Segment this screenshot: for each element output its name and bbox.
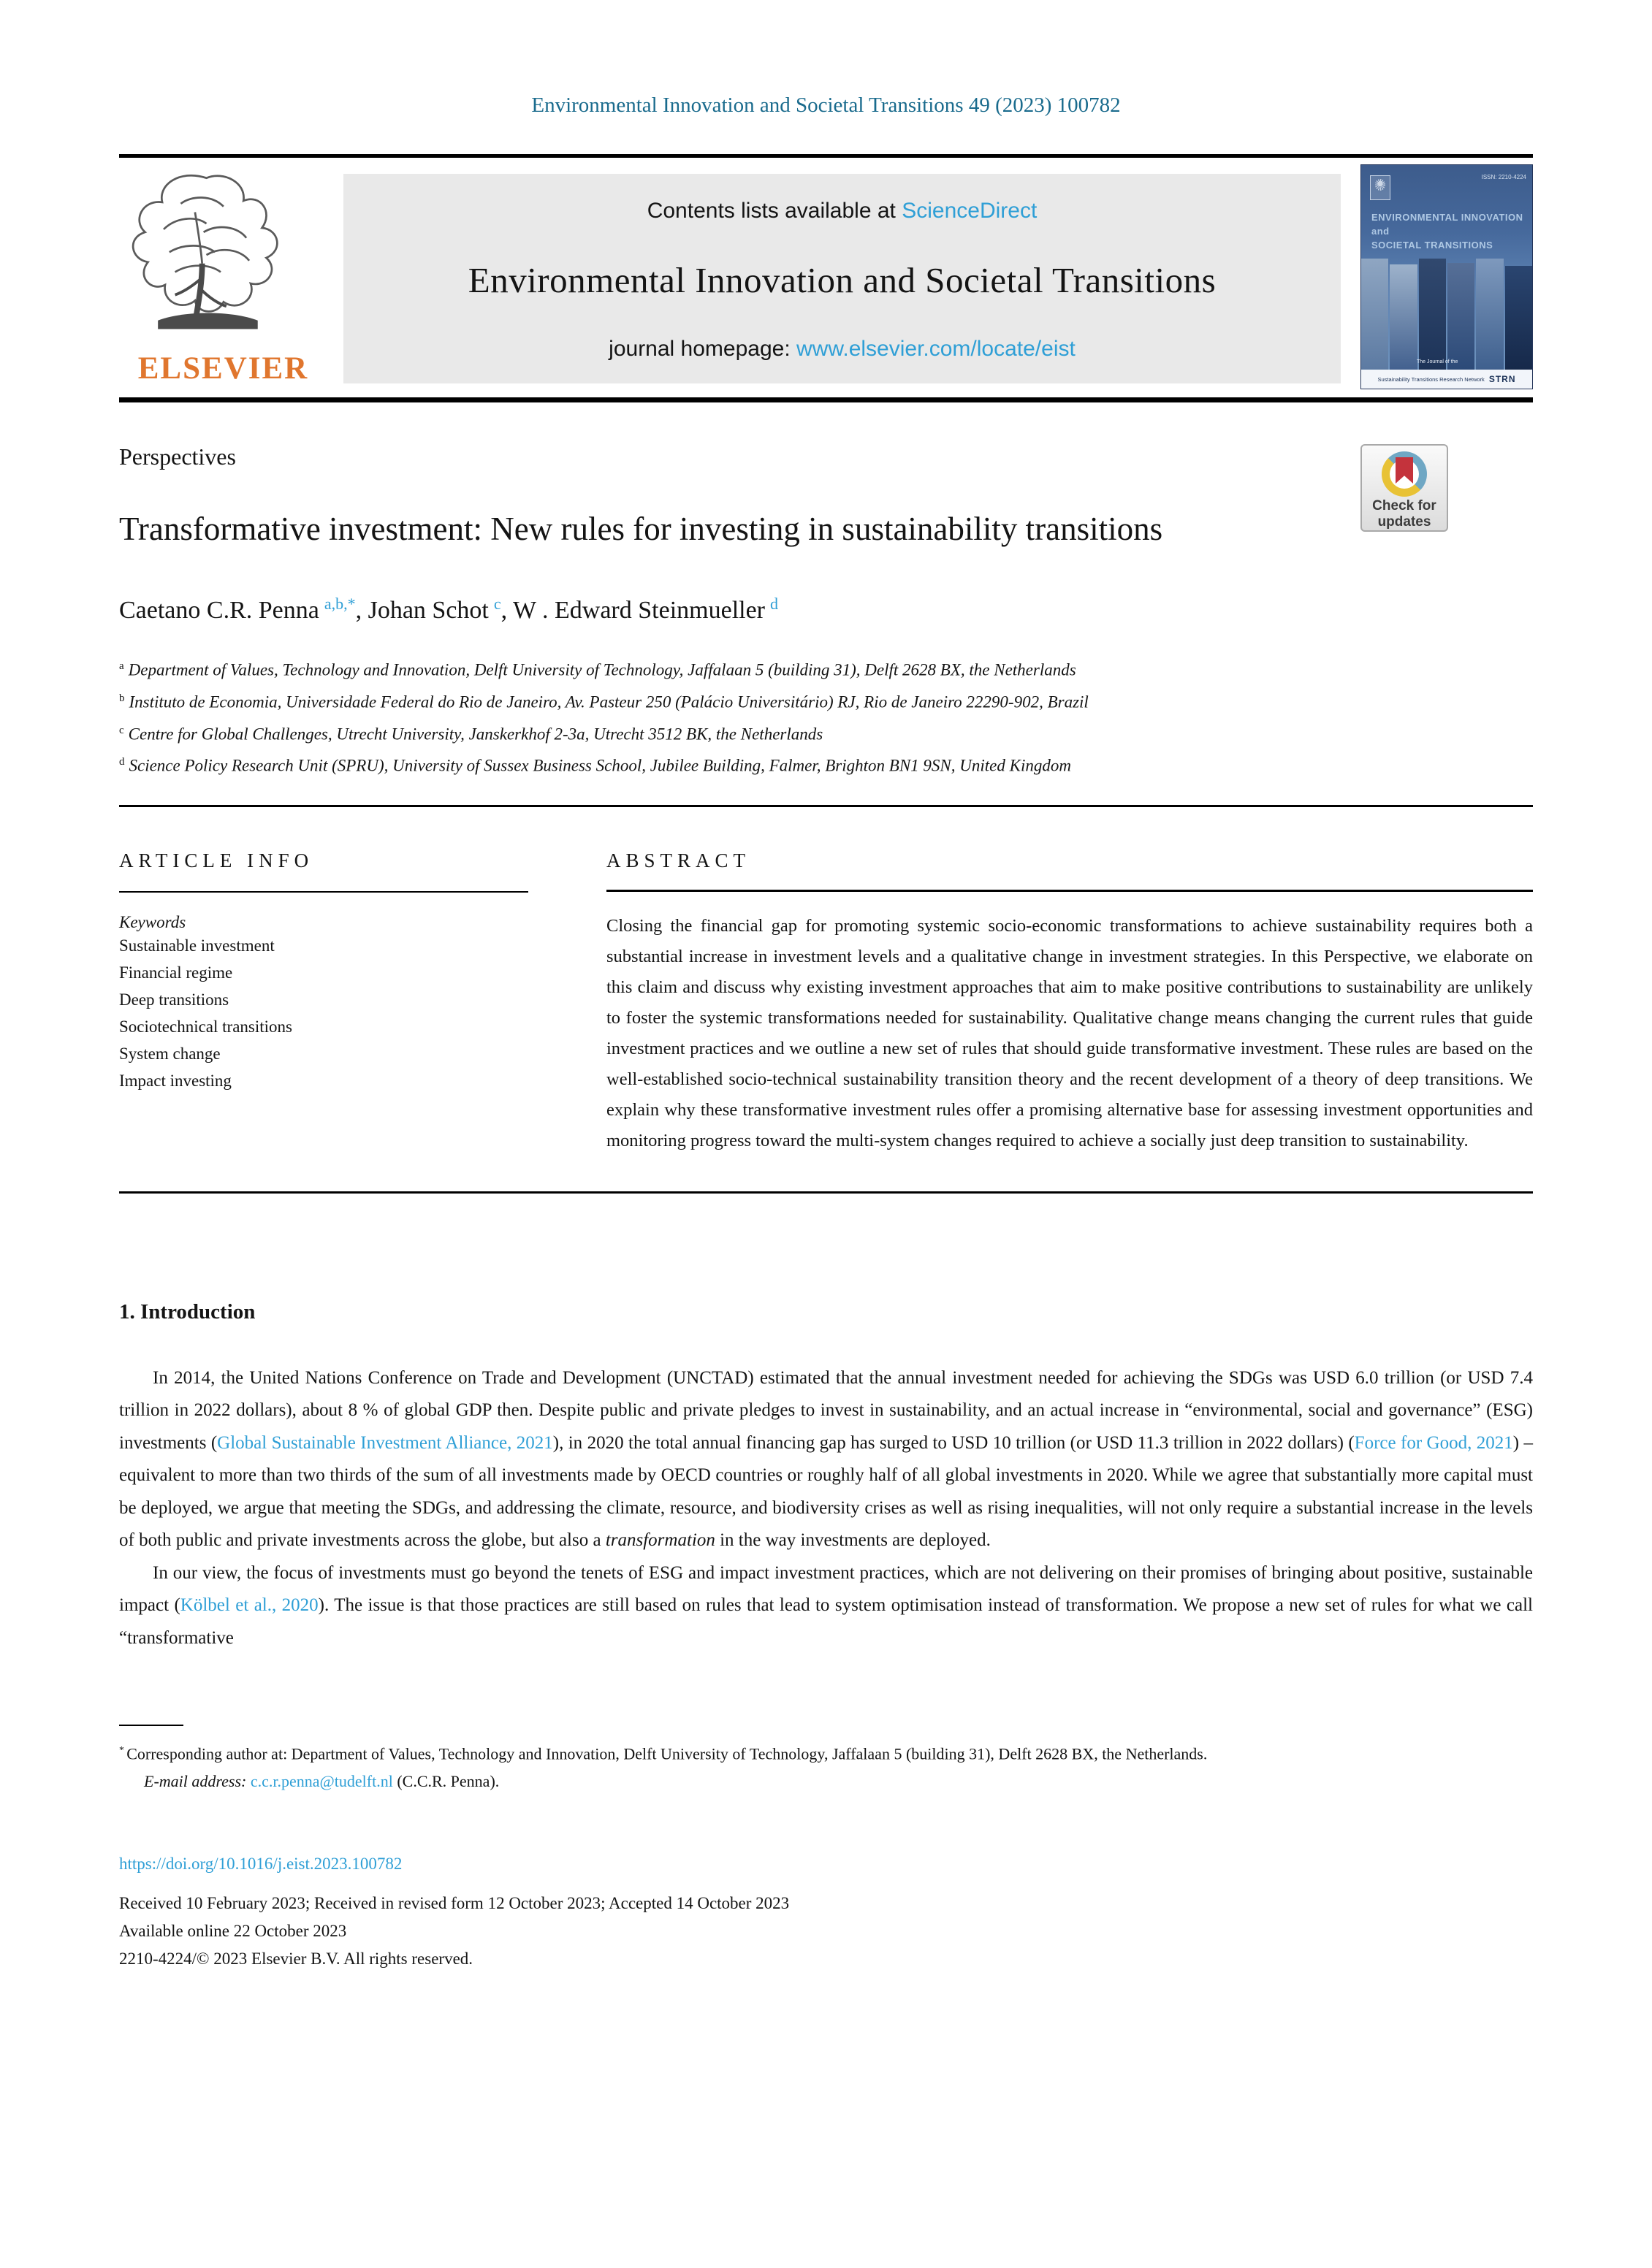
article-info-underline bbox=[119, 891, 528, 893]
doi-link[interactable]: https://doi.org/10.1016/j.eist.2023.100782 bbox=[119, 1854, 403, 1873]
crossmark-icon bbox=[1382, 451, 1427, 497]
check-for-updates-badge[interactable] bbox=[1360, 444, 1448, 532]
section-label: Perspectives bbox=[119, 443, 236, 470]
author-2-affil-marks[interactable]: c bbox=[493, 595, 501, 613]
article-footer bbox=[119, 1850, 1533, 1973]
article-info-column bbox=[119, 849, 528, 1156]
journal-cover-thumbnail[interactable] bbox=[1360, 164, 1533, 389]
footnote-rule bbox=[119, 1725, 183, 1726]
contents-line: Contents lists available at ScienceDirect bbox=[647, 199, 1038, 223]
affiliations bbox=[119, 652, 1533, 780]
author-3: W . Edward Steinmueller $^d$ bbox=[513, 595, 778, 625]
corresponding-author-footnote bbox=[119, 1736, 1533, 1794]
elsevier-tree-icon bbox=[121, 169, 292, 343]
keyword: Sociotechnical transitions bbox=[119, 1017, 292, 1036]
keyword: Impact investing bbox=[119, 1071, 232, 1090]
homepage-line: journal homepage: www.elsevier.com/locate/eist bbox=[609, 337, 1076, 361]
journal-banner bbox=[343, 174, 1341, 383]
cover-network-name: Sustainability Transitions Research Network bbox=[1377, 375, 1485, 383]
cover-issn: ISSN: 2210-4224 bbox=[1481, 174, 1526, 180]
cover-elsevier-mark-icon bbox=[1370, 175, 1390, 200]
author-2: Johan Schot $^c$, bbox=[368, 595, 514, 625]
cover-journal-of-text: The Journal of the bbox=[1417, 359, 1458, 364]
info-bottom-rule bbox=[119, 1191, 1533, 1194]
received-dates: Received 10 February 2023; Received in revised form 12 October 2023; Accepted 14 October 2023 bbox=[119, 1893, 790, 1912]
affiliation-b: $^b$ Instituto de Economia, Universidade Federal do Rio de Janeiro, Av. Pasteur 250 (Palácio Universitário) RJ, Rio de Janeiro 22290-902, Brazil bbox=[119, 692, 1089, 711]
affiliation-c: $^c$ Centre for Global Challenges, Utrecht University, Janskerkhof 2-3a, Utrecht 3512 BK, the Netherlands bbox=[119, 724, 823, 744]
journal-header bbox=[119, 174, 1533, 386]
abstract-heading: ABSTRACT bbox=[606, 849, 751, 871]
intro-paragraph-1: In 2014, the United Nations Conference on Trade and Development (UNCTAD) estimated that the annual investment needed for achieving the SDGs was USD 6.0 trillion (or USD 7.4 trillion in 2022 dollars), about 8 % of global GDP then. Despite public and private pledges to invest in sustainability, and an actual increase in “environmental, social and governance” (ESG) investments (Global Sustainable Investment Alliance, 2021), in 2020 the total annual financing gap has surged to USD 10 trillion (or USD 11.3 trillion in 2022 dollars) (Force for Good, 2021) – equivalent to more than two thirds of the sum of all investments made by OECD countries or roughly half of all global investments in 2020. While we agree that substantially more capital must be deployed, we argue that meeting the SDGs, and addressing the climate, resource, and biodiversity crises as well as rising inequalities, will not only require a substantial increase in the levels of both public and private investments across the globe, but also a transformation in the way investments are deployed. bbox=[119, 1367, 1534, 1551]
author-3-affil-marks[interactable]: d bbox=[770, 595, 778, 613]
badge-label: Check for updates bbox=[1372, 498, 1436, 530]
keyword: Deep transitions bbox=[119, 990, 229, 1009]
journal-citation: Environmental Innovation and Societal Transitions 49 (2023) 100782 bbox=[531, 93, 1121, 117]
abstract-text: Closing the financial gap for promoting systemic socio-economic transformations to achieve sustainability requires both a substantial increase in investment levels and a qualitative change in investment strategies. In this Perspective, we elaborate on this claim and discuss why existing investment approaches that aim to make positive contributions to sustainability are unlikely to foster the systemic transformations needed for sustainability. Qualitative change means changing the current rules that guide investment practices and we outline a new set of rules that should guide transformative investment. These rules are based on the well-established socio-technical sustainability transition theory and the recent development of a theory of deep transitions. We explain why these transformative investment rules offer a promising alternative base for assessing investment opportunities and monitoring progress toward the multi-system changes required to achieve a socially just deep transition to sustainability. bbox=[606, 915, 1533, 1150]
abstract-underline bbox=[606, 890, 1533, 892]
available-online: Available online 22 October 2023 bbox=[119, 1921, 347, 1940]
cover-strn-logo: STRN bbox=[1488, 374, 1516, 384]
article-info-heading: ARTICLE INFO bbox=[119, 849, 314, 871]
author-line bbox=[119, 595, 1533, 625]
intro-paragraph-2: In our view, the focus of investments must go beyond the tenets of ESG and impact investment practices, which are not delivering on their promises of bringing about positive, sustainable impact (Kölbel et al., 2020). The issue is that those practices are still based on rules that lead to system optimisation instead of transformation. We propose a new set of rules for what we call “transformative bbox=[119, 1562, 1533, 1648]
header-bottom-rule bbox=[119, 397, 1533, 402]
footnote-text: * Corresponding author at: Department of Values, Technology and Innovation, Delft University of Technology, Jaffalaan 5 (building 31), Delft 2628 BX, the Netherlands. bbox=[119, 1744, 1208, 1763]
author-1-affil-marks[interactable]: a,b,* bbox=[324, 595, 356, 613]
elsevier-logo bbox=[119, 174, 343, 386]
article-title: Transformative investment: New rules for investing in sustainability transitions bbox=[119, 511, 1163, 547]
elsevier-wordmark: ELSEVIER bbox=[137, 351, 309, 386]
intro-heading: 1. Introduction bbox=[119, 1299, 256, 1324]
abstract-column bbox=[606, 849, 1533, 1156]
bookmark-icon bbox=[1396, 457, 1413, 484]
sciencedirect-link[interactable]: ScienceDirect bbox=[902, 199, 1038, 223]
keyword: Financial regime bbox=[119, 963, 233, 982]
affiliation-a: $^a$ Department of Values, Technology and Innovation, Delft University of Technology, Jaffalaan 5 (building 31), Delft 2628 BX, the Netherlands bbox=[119, 660, 1076, 679]
journal-title: Environmental Innovation and Societal Transitions bbox=[468, 260, 1217, 300]
top-rule bbox=[119, 154, 1533, 158]
keywords-label: Keywords bbox=[119, 912, 186, 931]
email-line: E-mail address: c.c.r.penna@tudelft.nl (C.C.R. Penna). bbox=[144, 1771, 500, 1790]
cover-journal-title: ENVIRONMENTAL INNOVATION and SOCIETAL TRANSITIONS bbox=[1371, 212, 1523, 251]
affiliation-d: $^d$ Science Policy Research Unit (SPRU), University of Sussex Business School, Jubilee Building, Falmer, Brighton BN1 9SN, United Kingdom bbox=[119, 756, 1071, 775]
keyword: System change bbox=[119, 1044, 221, 1063]
cover-photo-strips bbox=[1361, 259, 1532, 370]
cover-network-band bbox=[1361, 370, 1532, 389]
keyword: Sustainable investment bbox=[119, 936, 275, 955]
issn-copyright: 2210-4224/© 2023 Elsevier B.V. All rights reserved. bbox=[119, 1949, 473, 1968]
author-1: Caetano C.R. Penna $^{a,b,*}$, bbox=[119, 595, 368, 625]
homepage-link[interactable]: www.elsevier.com/locate/eist bbox=[796, 337, 1076, 361]
